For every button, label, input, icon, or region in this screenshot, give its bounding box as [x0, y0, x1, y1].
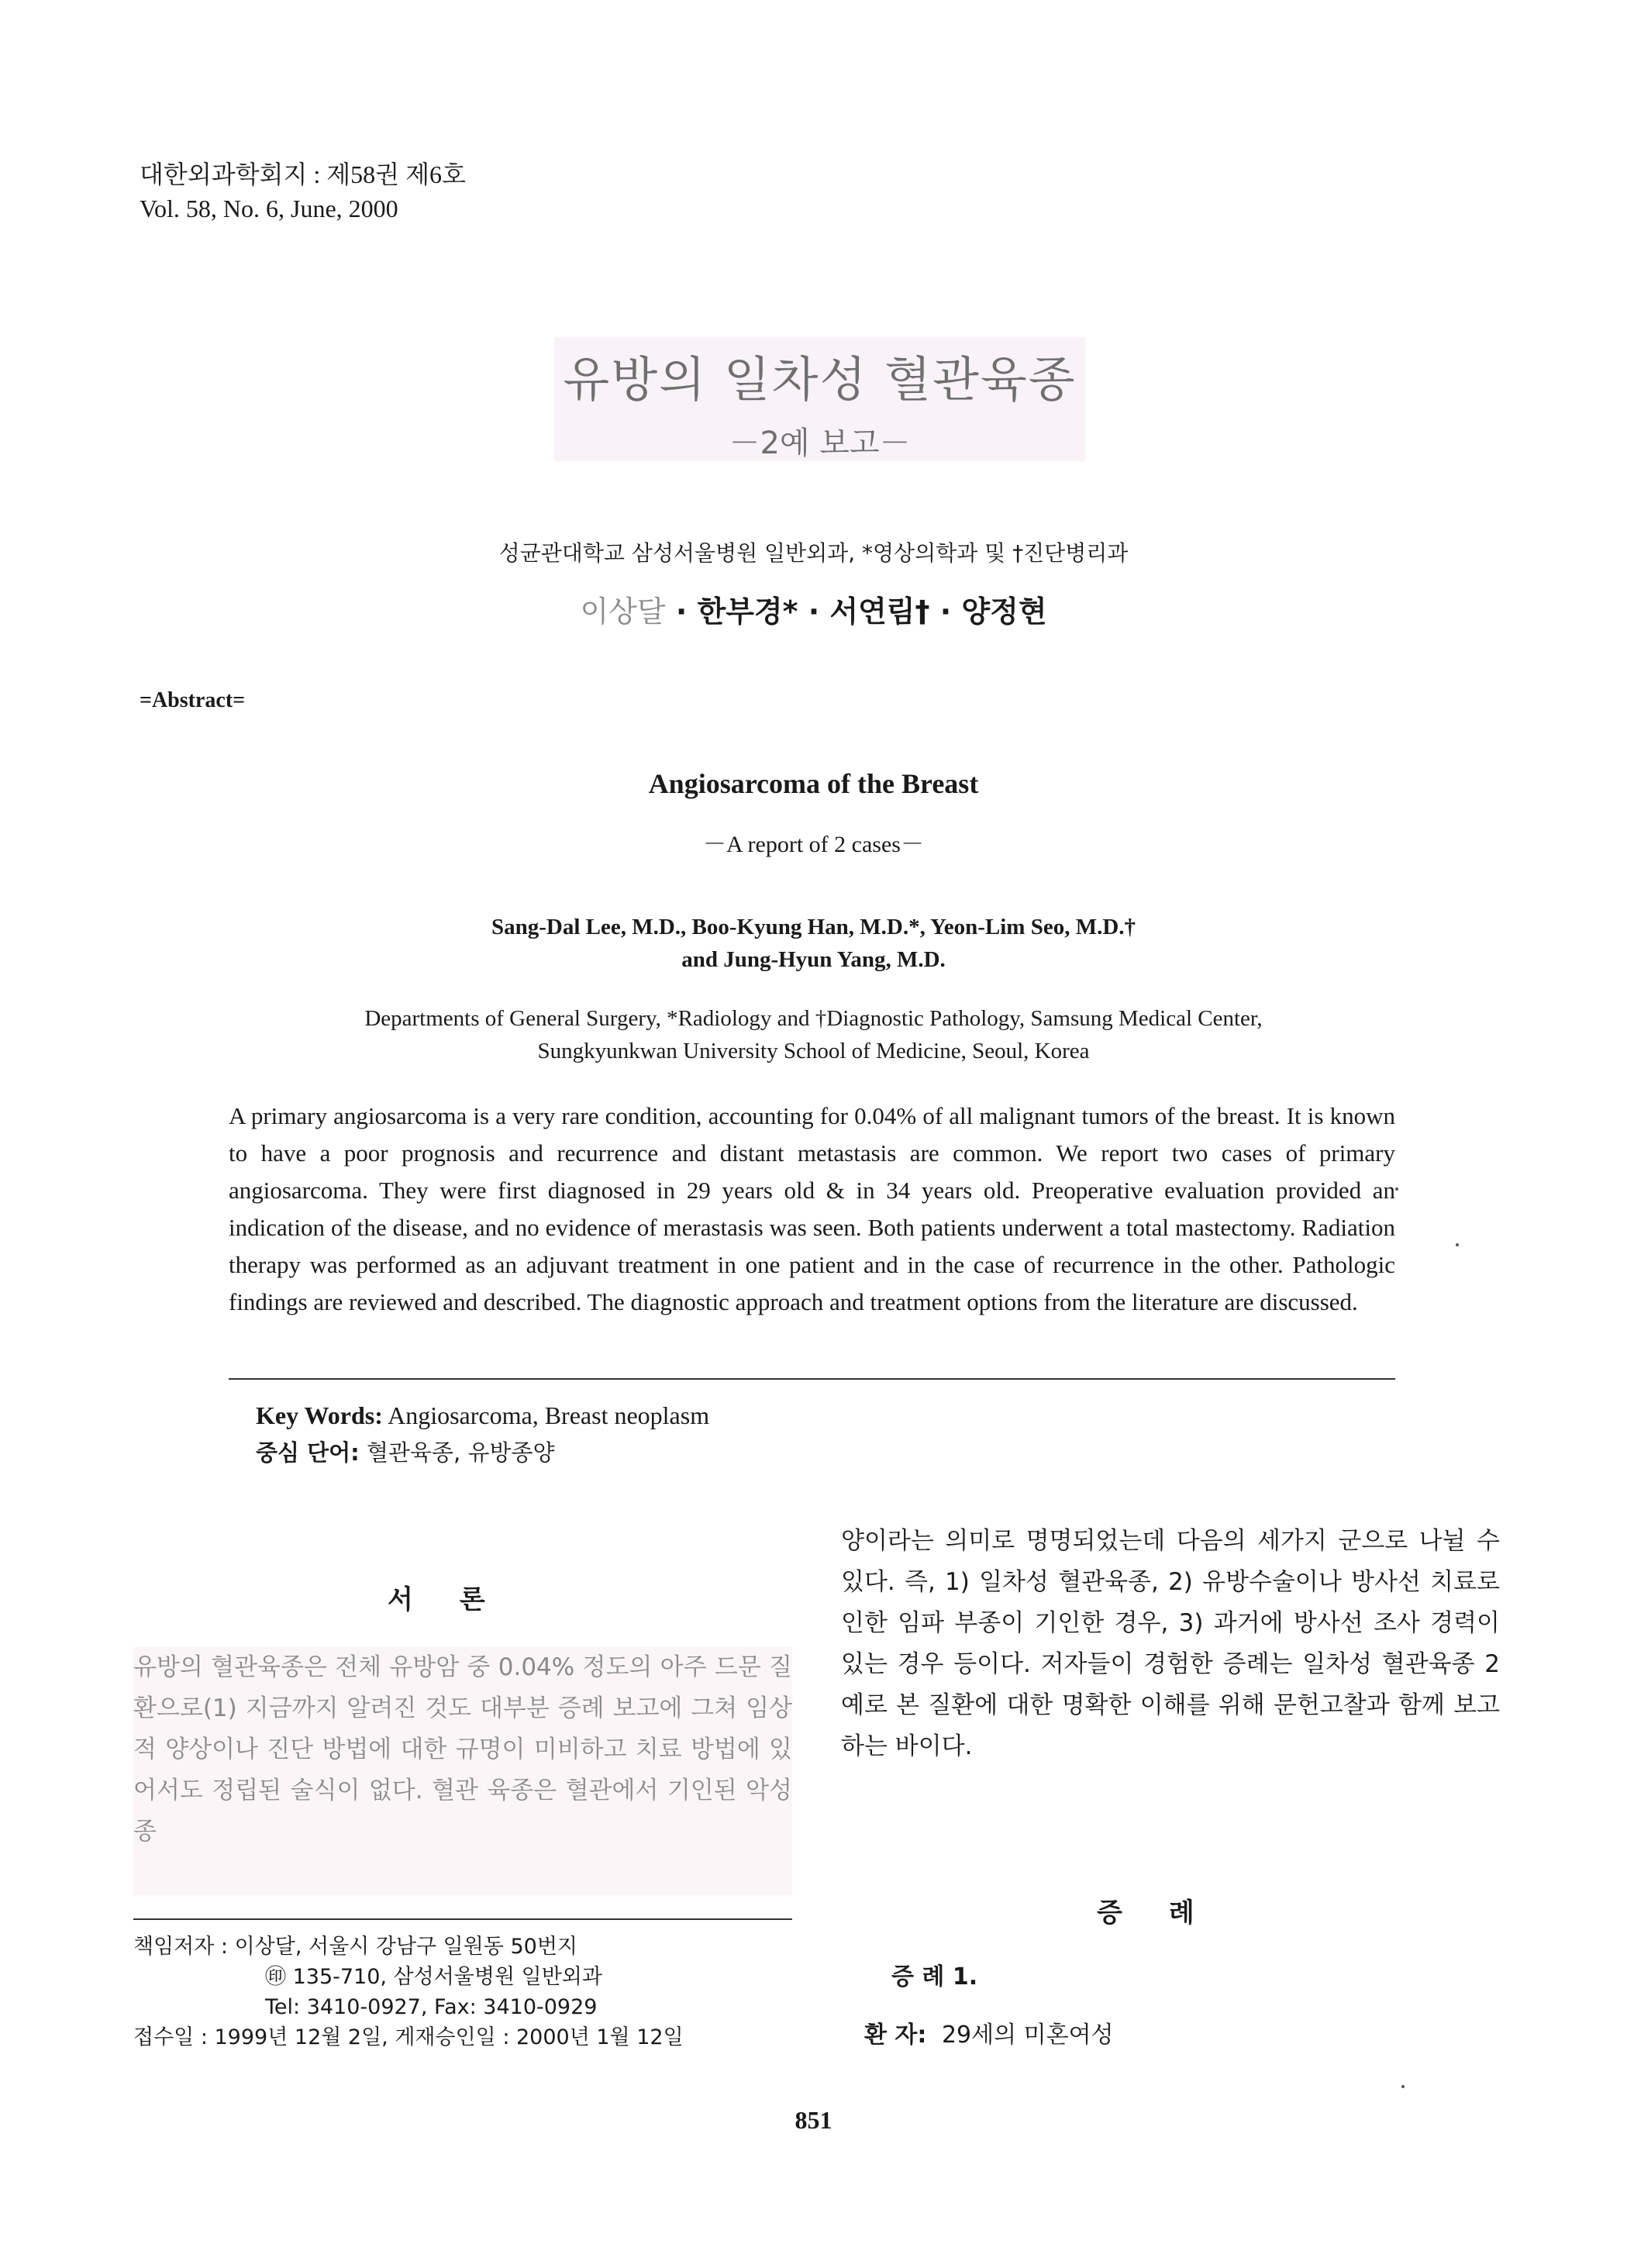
section-heading-case: 증례	[1097, 1897, 1241, 1928]
authors-en-line2: and Jung-Hyun Yang, M.D.	[681, 947, 946, 972]
intro-paragraph-left: 유방의 혈관육종은 전체 유방암 중 0.04% 정도의 아주 드문 질환으로(1) 지금까지 알려진 것도 대부분 증례 보고에 그쳐 임상적 양상이나 진단 방법에 대한 규명이 미비하고 치료 방법에 있어서도 정립된 술식이 없다. 혈관 육종은 혈관에서 기인된 악성 종	[133, 1653, 792, 1846]
paper-subtitle-ko: －2예 보고－	[729, 426, 911, 461]
affiliation-en-line2: Sungkyunkwan University School of Medicine, Seoul, Korea	[537, 1039, 1090, 1063]
affiliation-en	[0, 1002, 1627, 1067]
page-number: 851	[795, 2106, 832, 2134]
correspondence-line2: ㊞ 135-710, 삼성서울병원 일반외과	[265, 1965, 602, 1989]
patient-label: 환 자:	[864, 2022, 927, 2049]
section-heading-intro: 서론	[388, 1584, 532, 1615]
authors-en-line1: Sang-Dal Lee, M.D., Boo-Kyung Han, M.D.*, Yeon-Lim Seo, M.D.†	[491, 915, 1136, 939]
abstract-divider	[229, 1378, 1395, 1380]
keywords-en-label: Key Words:	[256, 1401, 383, 1429]
case-label: 증 례 1.	[891, 1963, 978, 1991]
authors-rest-ko: · 한부경* · 서연림† · 양정현	[665, 595, 1047, 629]
keywords-en-value: Angiosarcoma, Breast neoplasm	[382, 1401, 710, 1429]
authors-ko	[0, 588, 1627, 630]
correspondence-line1: 책임저자 : 이상달, 서울시 강남구 일원동 50번지	[133, 1935, 578, 1959]
affiliation-en-line1: Departments of General Surgery, *Radiology and †Diagnostic Pathology, Samsung Medical Center,	[364, 1006, 1263, 1031]
correspondence-footnote	[133, 1932, 684, 2053]
abstract-label: =Abstract=	[140, 688, 246, 712]
keywords-ko-value: 혈관육종, 유방종양	[359, 1439, 555, 1466]
patient-line	[864, 2015, 1114, 2049]
journal-header	[140, 157, 466, 226]
abstract-body: A primary angiosarcoma is a very rare condition, accounting for 0.04% of all malignant tumors of the breast. It is known to have a poor prognosis and recurrence and distant metastasis are common. We report two cases of primary angiosarcoma. They were first diagnosed in 29 years old & in 34 years old. Preoperative evaluation provided an indication of the disease, and no evidence of merastasis was seen. Both patients underwent a total mastectomy. Radiation therapy was performed as an adjuvant treatment in one patient and in the case of recurrence in the other. Pathologic findings are reviewed and described. The diagnostic approach and treatment options from the literature are discussed.	[229, 1102, 1395, 1315]
speck	[1456, 1243, 1459, 1246]
author-first-ko: 이상달	[580, 595, 666, 629]
paper-title-ko: 유방의 일차성 혈관육종	[563, 351, 1077, 408]
paper-title-en: Angiosarcoma of the Breast	[648, 768, 979, 799]
keywords-ko-label: 중심 단어:	[256, 1439, 360, 1466]
speck	[1401, 2085, 1405, 2088]
keywords-en	[256, 1397, 709, 1434]
patient-value: 29세의 미혼여성	[934, 2022, 1114, 2049]
affiliation-ko: 성균관대학교 삼성서울병원 일반외과, *영상의학과 및 †진단병리과	[498, 540, 1129, 566]
correspondence-line3: Tel: 3410-0927, Fax: 3410-0929	[265, 1995, 598, 2019]
paper-subtitle-en: －A report of 2 cases－	[703, 832, 924, 857]
keywords	[256, 1397, 709, 1471]
journal-name-ko: 대한외과학회지 : 제58권 제6호	[140, 160, 466, 188]
authors-en	[0, 911, 1627, 976]
keywords-ko	[256, 1434, 709, 1471]
speck	[1395, 1187, 1398, 1191]
intro-paragraph-right: 양이라는 의미로 명명되었는데 다음의 세가지 군으로 나뉠 수 있다. 즉, 1) 일차성 혈관육종, 2) 유방수술이나 방사선 치료로 인한 임파 부종이 기인한 경우, 3) 과거에 방사선 조사 경력이 있는 경우 등이다. 저자들이 경험한 증례는 일차성 혈관육종 2예로 본 질환에 대한 명확한 이해를 위해 문헌고찰과 함께 보고하는 바이다.	[841, 1527, 1500, 1760]
journal-volume: Vol. 58, No. 6, June, 2000	[140, 195, 398, 222]
correspondence-line4: 접수일 : 1999년 12월 2일, 게재승인일 : 2000년 1월 12일	[133, 2025, 684, 2049]
footnote-divider	[133, 1918, 792, 1920]
